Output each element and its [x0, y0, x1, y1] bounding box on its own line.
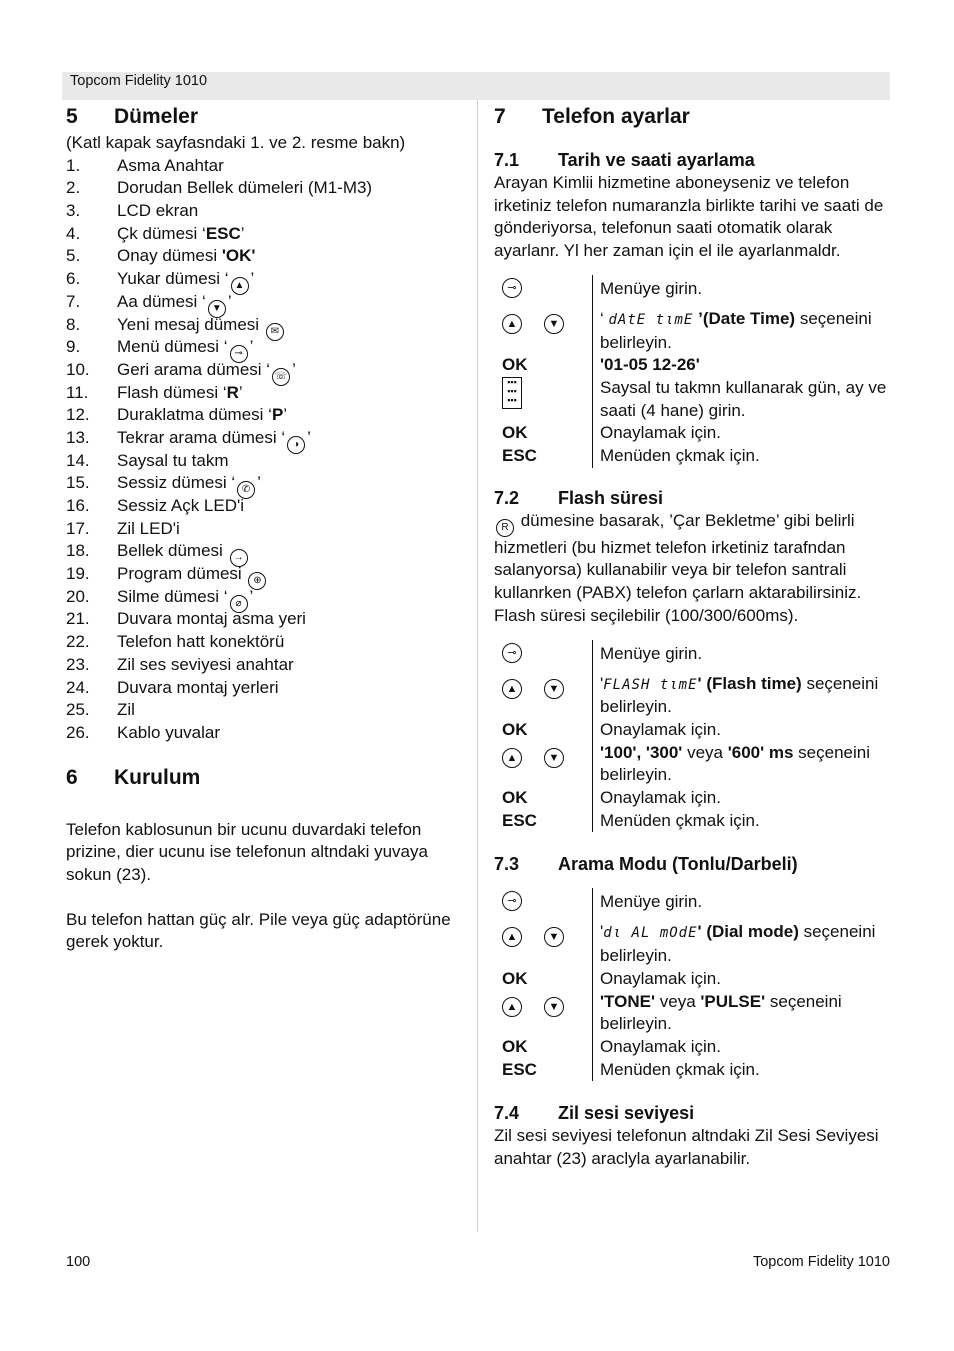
list-item: 1. Asma Anahtar	[66, 155, 224, 175]
down-arrow-icon: ▼	[544, 314, 564, 334]
button-list	[66, 155, 466, 745]
up-arrow-icon: ▲	[502, 314, 522, 334]
section-6-para-2: Bu telefon hattan güç alr. Pile veya güç adaptörüne gerek yoktur.	[66, 909, 451, 952]
list-item: 5. Onay dümesi 'OK'	[66, 246, 256, 266]
button-icon: →	[230, 549, 248, 567]
list-item: 16. Sessiz Açk LED'i	[66, 496, 245, 516]
right-column	[494, 104, 894, 1171]
down-arrow-icon: ▼	[544, 927, 564, 947]
steps-table-7-2: ⊸ Menüye girin. ▲ ▼ 'FLASH tιmE' (Flash time) seçeneini belirleyin. OK Onaylamak için. ▲ ▼ '100', '300' veya '600' ms seçeneini belirleyin. OK Onaylamak için. ESC Menüden çkmak için.	[494, 640, 890, 833]
list-item: 12. Duraklatma dümesi ‘P’	[66, 405, 288, 425]
up-arrow-icon: ▲	[502, 748, 522, 768]
up-arrow-icon: ▲	[502, 997, 522, 1017]
button-icon: ▲	[231, 277, 249, 295]
footer-title: Topcom Fidelity 1010	[752, 1254, 890, 1270]
menu-key-icon: ⊸	[502, 891, 522, 911]
list-item: 18. Bellek dümesi →	[66, 540, 466, 563]
section-7-1-para: Arayan Kimlii hizmetine aboneyseniz ve telefon irketiniz telefon numaranzla birlikte tarihi ve saati de gönderiyorsa, telefonun saati otomatik olarak ayarlanr. Yl her zaman için el ile ayarlanmaldr.	[494, 173, 884, 261]
section-7-1-heading: 7.1 Tarih ve saati ayarlama	[494, 150, 755, 170]
down-arrow-icon: ▼	[544, 679, 564, 699]
list-item: 11. Flash dümesi ‘R’	[66, 382, 243, 402]
button-icon: ◑	[287, 436, 305, 454]
list-item: 10. Geri arama dümesi ‘ ☏ ’	[66, 359, 466, 382]
menu-key-icon: ⊸	[502, 643, 522, 663]
section-7-4-heading: 7.4 Zil sesi seviyesi	[494, 1103, 695, 1124]
keypad-icon: ▪▪▪ ▪▪▪ ▪▪▪	[502, 377, 522, 409]
section-6-para-1: Telefon kablosunun bir ucunu duvardaki telefon prizine, dier ucunu ise telefonun altndaki yuvaya sokun (23).	[66, 819, 428, 884]
list-item: 8. Yeni mesaj dümesi ✉	[66, 314, 466, 337]
list-item: 17. Zil LED'i	[66, 518, 180, 538]
button-icon: ⌀	[230, 595, 248, 613]
section-7-2-heading: 7.2 Flash süresi	[494, 487, 664, 508]
header-title: Topcom Fidelity 1010	[70, 73, 208, 89]
flash-r-icon: R	[496, 519, 514, 537]
up-arrow-icon: ▲	[502, 927, 522, 947]
section-7-3-heading: 7.3 Arama Modu (Tonlu/Darbeli)	[494, 854, 798, 875]
section-5-heading: 5 Dümeler	[66, 105, 199, 128]
button-icon: ⊸	[230, 345, 248, 363]
section-5-intro: (Katl kapak sayfasndaki 1. ve 2. resme bakn)	[66, 133, 406, 152]
button-icon: ✉	[266, 323, 284, 341]
list-item: 2. Dorudan Bellek dümeleri (M1-M3)	[66, 178, 373, 198]
list-item: 6. Yukar dümesi ‘ ▲ ’	[66, 268, 466, 291]
button-icon: ☏	[272, 368, 290, 386]
page-header	[62, 72, 890, 100]
button-icon: ▼	[208, 300, 226, 318]
button-icon: ⊕	[248, 572, 266, 590]
down-arrow-icon: ▼	[544, 748, 564, 768]
up-arrow-icon: ▲	[502, 679, 522, 699]
list-item: 15. Sessiz dümesi ‘ ✆ ’	[66, 472, 466, 495]
steps-table-7-1: ⊸ Menüye girin. ▲ ▼ ‘ dAtE tιmE ’(Date Time) seçeneini belirleyin. OK '01-05 12-26' ▪▪▪ ▪▪▪ ▪▪▪ Saysal tu takmn kullanarak gün, ay ve saati (4 hane) girin. OK Onaylamak için. ESC Menüden çkmak için.	[494, 275, 890, 468]
list-item: 3. LCD ekran	[66, 201, 199, 221]
button-icon: ✆	[237, 481, 255, 499]
left-column	[66, 104, 466, 954]
list-item: 25. Zil	[66, 700, 135, 720]
list-item: 24. Duvara montaj yerleri	[66, 677, 279, 697]
list-item: 22. Telefon hatt konektörü	[66, 632, 285, 652]
section-6-heading: 6 Kurulum	[66, 765, 201, 789]
section-7-2-para: R dümesine basarak, ’Çar Bekletme’ gibi belirli hizmetleri (bu hizmet telefon irketiniz tarafndan salanyorsa) kullanabilir veya bir telefon santrali kullanrken (PABX) telefon çarlarn aktarabilirsiniz. Flash süresi seçilebilir (100/300/600ms).	[494, 510, 862, 625]
page-number: 100	[66, 1254, 91, 1270]
menu-key-icon: ⊸	[502, 278, 522, 298]
list-item: 26. Kablo yuvalar	[66, 722, 221, 742]
list-item: 21. Duvara montaj asma yeri	[66, 609, 306, 629]
section-7-4-para: Zil sesi seviyesi telefonun altndaki Zil Sesi Seviyesi anahtar (23) araclyla ayarlanabilir.	[494, 1126, 879, 1169]
list-item: 4. Çk dümesi ‘ESC’	[66, 223, 245, 243]
list-item: 7. Aa dümesi ‘ ▼ ’	[66, 291, 466, 314]
list-item: 13. Tekrar arama dümesi ‘ ◑ ’	[66, 427, 466, 450]
list-item: 19. Program dümesi ⊕	[66, 563, 466, 586]
section-7-heading: 7 Telefon ayarlar	[494, 105, 690, 128]
list-item: 9. Menü dümesi ‘ ⊸ ’	[66, 336, 466, 359]
list-item: 23. Zil ses seviyesi anahtar	[66, 654, 294, 674]
list-item: 14. Saysal tu takm	[66, 450, 229, 470]
list-item: 20. Silme dümesi ‘ ⌀ ’	[66, 586, 466, 609]
down-arrow-icon: ▼	[544, 997, 564, 1017]
column-divider	[477, 100, 478, 1232]
steps-table-7-3: ⊸ Menüye girin. ▲ ▼ 'dι AL mOdE' (Dial mode) seçeneini belirleyin. OK Onaylamak için. ▲ ▼ 'TONE' veya 'PULSE' seçeneini belirleyin. OK Onaylamak için. ESC Menüden çkmak için.	[494, 888, 890, 1081]
